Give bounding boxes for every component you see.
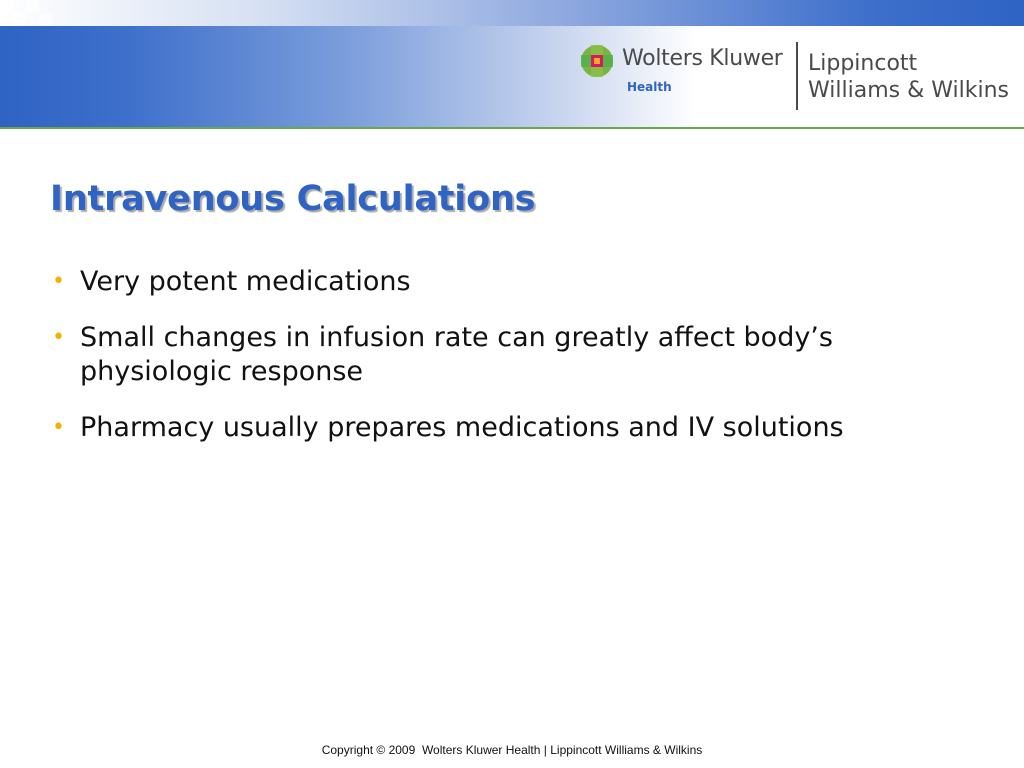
bullet-dot-icon: • bbox=[52, 415, 65, 440]
bullet-item bbox=[50, 321, 990, 389]
header-top-stripe bbox=[0, 0, 1024, 26]
logo-brand-text: Wolters Kluwer bbox=[622, 46, 783, 71]
bullet-text: Pharmacy usually prepares medications and IV solutions bbox=[80, 412, 844, 443]
slide-title: Intravenous Calculations bbox=[50, 179, 536, 219]
logo-partner-text bbox=[808, 50, 1009, 104]
decor-square bbox=[13, 13, 26, 26]
decor-square bbox=[26, 0, 39, 13]
wolters-kluwer-mark-icon bbox=[580, 44, 614, 78]
logo-subbrand-text: Health bbox=[627, 80, 672, 94]
logo-partner-line2: Williams & Wilkins bbox=[808, 78, 1009, 103]
bullet-dot-icon: • bbox=[52, 269, 65, 294]
bullet-item bbox=[50, 411, 990, 445]
bullet-item bbox=[50, 265, 990, 299]
logo-partner-line1: Lippincott bbox=[808, 51, 918, 76]
bullet-text: Small changes in infusion rate can greatly affect body’s physiologic response bbox=[80, 322, 833, 387]
decor-square bbox=[0, 0, 13, 13]
bullet-dot-icon: • bbox=[52, 325, 65, 350]
logo-divider bbox=[796, 42, 798, 110]
bullet-list bbox=[50, 265, 990, 467]
decor-square bbox=[39, 13, 52, 26]
header-rule bbox=[0, 127, 1024, 129]
publisher-logo bbox=[580, 40, 1020, 114]
bullet-text: Very potent medications bbox=[80, 266, 411, 297]
copyright-footer: Copyright © 2009 Wolters Kluwer Health | Lippincott Williams & Wilkins bbox=[321, 743, 703, 757]
